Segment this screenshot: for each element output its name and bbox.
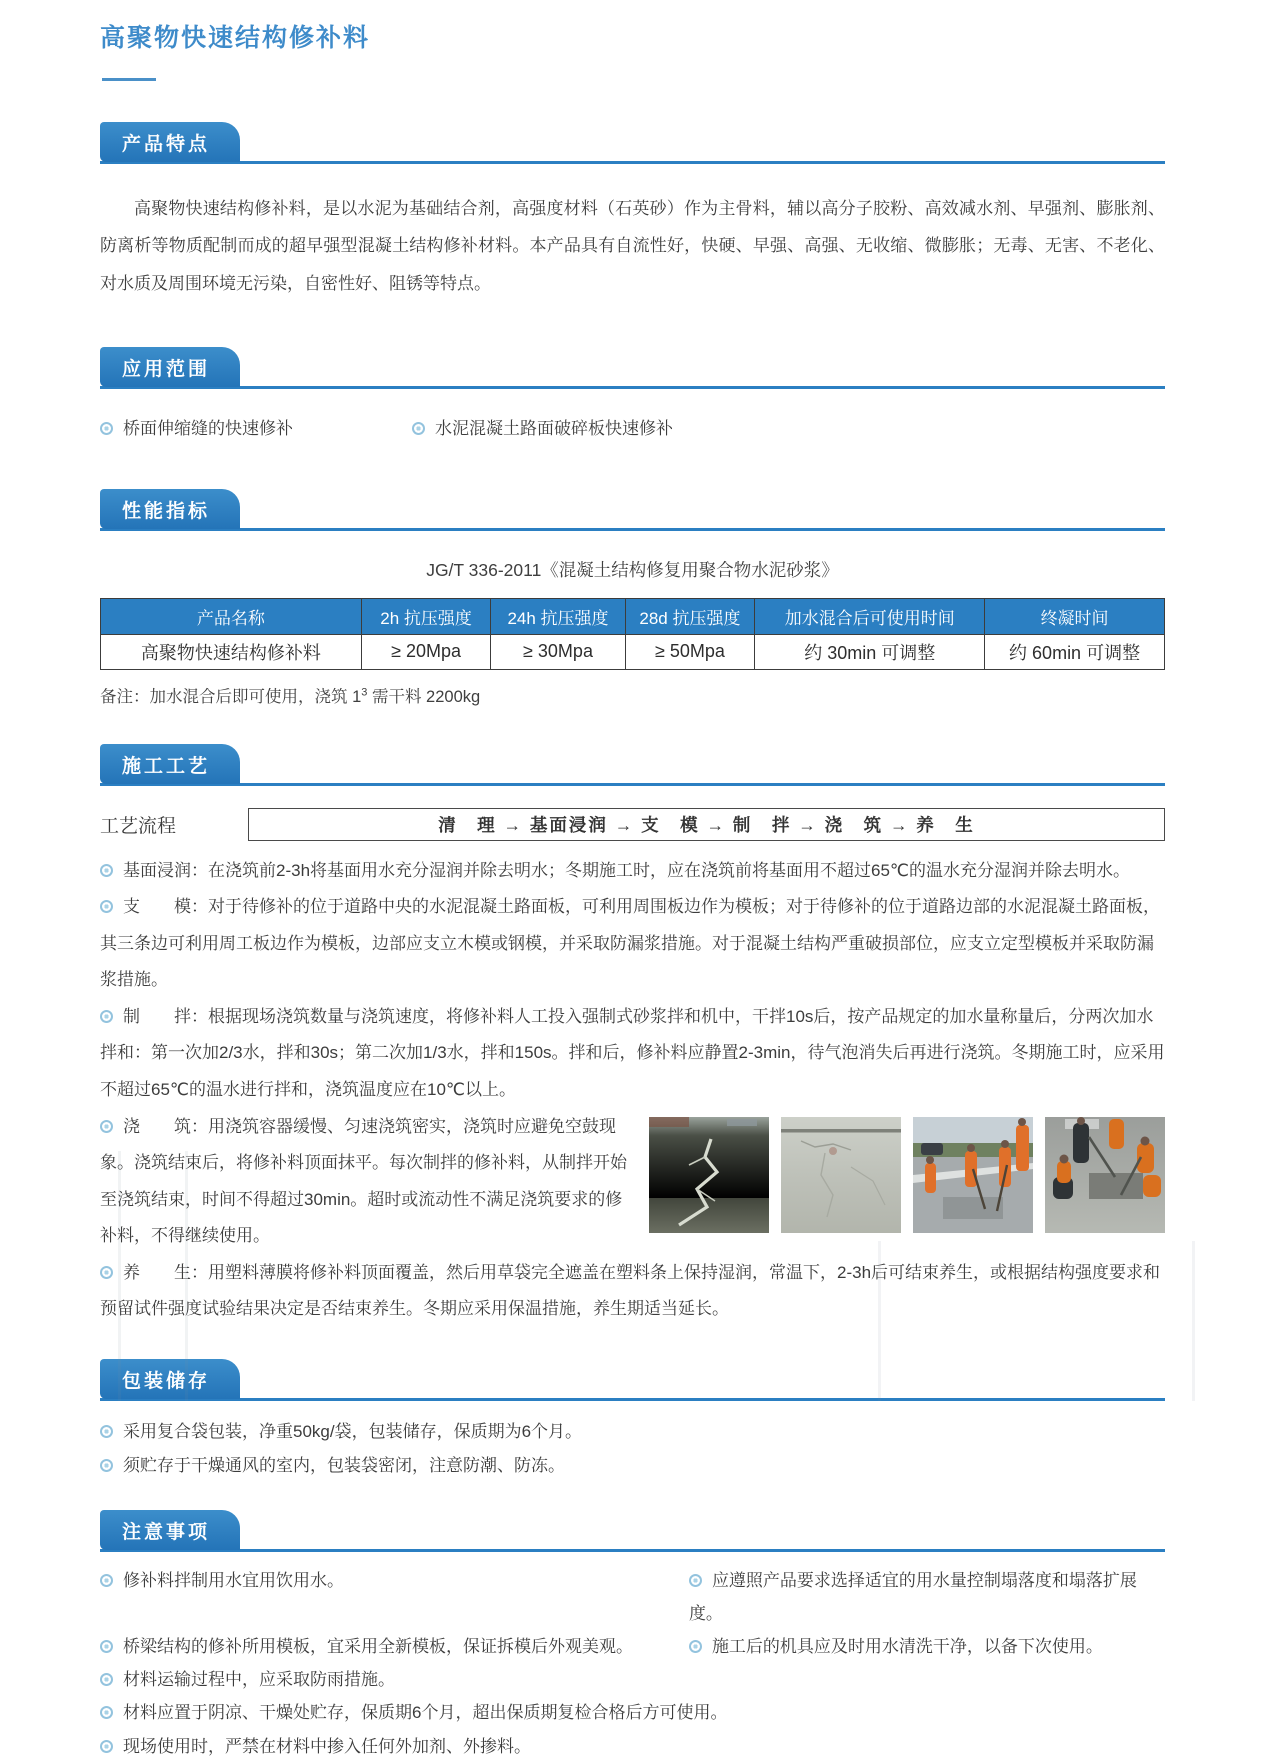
ring-bullet-icon [100,1120,113,1133]
application-item [412,411,673,448]
step-text: 支 模：对于待修补的位于道路中央的水泥混凝土路面板，可利用周围板边作为模板；对于待修补的位于道路边部的水泥混凝土路面板，其三条边可利用周工板边作为模板，边部应支立木模或钢模，并采取防漏浆措施。对于混凝土结构严重破损部位，应支立定型模板并采取防漏浆措施。 [100,897,1160,990]
note-item [100,1630,689,1663]
note-item-label: 桥梁结构的修补所用模板，宜采用全新模板，保证拆模后外观美观。 [123,1637,633,1657]
table-cell: 约 60min 可调整 [985,634,1165,669]
photo-patch-finishing-workers [1045,1117,1165,1233]
packaging-item [100,1449,1165,1483]
table-header-cell: 加水混合后可使用时间 [755,598,985,634]
notes-grid [100,1564,1165,1663]
table-header-cell: 28d 抗压强度 [625,598,755,634]
photo-light-concrete-cracks [781,1117,901,1233]
ring-bullet-icon [689,1574,702,1587]
section-header-notes [100,1509,1165,1552]
ring-bullet-icon [100,1425,113,1438]
ring-bullet-icon [100,422,113,435]
table-header-cell: 2h 抗压强度 [361,598,491,634]
ring-bullet-icon [100,1706,113,1719]
section-header-packaging [100,1358,1165,1401]
step-base-wetting [100,853,1165,890]
note-item [100,1663,1165,1696]
section-badge-packaging: 包装储存 [100,1359,240,1399]
ring-bullet-icon [100,1266,113,1279]
note-item-label: 修补料拌制用水宜用饮用水。 [123,1570,344,1590]
application-item-label: 水泥混凝土路面破碎板快速修补 [435,419,673,439]
table-remark [100,683,1165,707]
table-header-cell: 24h 抗压强度 [491,598,625,634]
process-flow-row [100,808,1165,841]
ring-bullet-icon [689,1640,702,1653]
note-item-label: 现场使用时，严禁在材料中掺入任何外加剂、外掺料。 [123,1736,531,1756]
section-header-application [100,346,1165,389]
table-header-cell: 产品名称 [101,598,362,634]
ring-bullet-icon [100,1574,113,1587]
table-row [101,634,1165,669]
notes-full-width [100,1663,1165,1762]
features-paragraph: 高聚物快速结构修补料，是以水泥为基础结合剂，高强度材料（石英砂）作为主骨料，辅以高分子胶粉、高效减水剂、早强剂、膨胀剂、防离析等物质配制而成的超早强型混凝土结构修补材料。本产品具有自流性好，快硬、早强、高强、无收缩、微膨胀；无毒、无害、不老化、对水质及周围环境无污染，自密性好、阻锈等特点。 [100,199,1165,293]
step-text: 基面浸润：在浇筑前2-3h将基面用水充分湿润并除去明水；冬期施工时，应在浇筑前将基面用不超过65℃的温水充分湿润并除去明水。 [123,860,1131,880]
section-badge-application: 应用范围 [100,347,240,387]
section-badge-construction: 施工工艺 [100,744,240,784]
note-item [100,1564,689,1630]
table-header-row [101,598,1165,634]
table-cell: 约 30min 可调整 [755,634,985,669]
process-flow-label: 工艺流程 [100,815,177,837]
ring-bullet-icon [100,1740,113,1753]
ring-bullet-icon [412,422,425,435]
packaging-item-label: 须贮存于干燥通风的室内，包装袋密闭，注意防潮、防冻。 [123,1455,565,1475]
table-cell: 高聚物快速结构修补料 [101,634,362,669]
remark-superscript: 3 [361,686,368,699]
page-title: 高聚物快速结构修补料 [100,24,371,52]
ring-bullet-icon [100,1010,113,1023]
table-cell: ≥ 50Mpa [625,634,755,669]
remark-text: 备注：加水混合后即可使用，浇筑 1 [100,687,362,706]
photo-road-repair-crew [913,1117,1033,1233]
note-item [100,1730,1165,1763]
ring-bullet-icon [100,900,113,913]
note-item [100,1696,1165,1729]
packaging-item [100,1415,1165,1449]
packaging-item-label: 采用复合袋包装，净重50kg/袋，包装储存，保质期为6个月。 [123,1421,583,1441]
ring-bullet-icon [100,864,113,877]
note-item-label: 应遵照产品要求选择适宜的用水量控制塌落度和塌落扩展度。 [688,1570,1137,1623]
ring-bullet-icon [100,1640,113,1653]
construction-steps [100,853,1165,1328]
title-underline-decoration [102,78,156,81]
step-text: 制 拌：根据现场浇筑数量与浇筑速度，将修补料人工投入强制式砂浆拌和机中，干拌10s后，按产品规定的加水量称量后，分两次加水拌和：第一次加2/3水，拌和30s；第二次加1/3水，拌和150s。拌和后，修补料应静置2-3min，待气泡消失后再进行浇筑。冬期施工时，应采用不超过65℃的温水进行拌和，浇筑温度应在10℃以上。 [100,1006,1165,1099]
note-item-label: 材料运输过程中，应采取防雨措施。 [123,1670,395,1690]
standard-reference: JG/T 336-2011《混凝土结构修复用聚合物水泥砂浆》 [426,559,839,580]
note-item [689,1564,1165,1630]
application-item-label: 桥面伸缩缝的快速修补 [123,419,293,439]
performance-table [100,598,1165,670]
step-text: 养 生：用塑料薄膜将修补料顶面覆盖，然后用草袋完全遮盖在塑料条上保持湿润，常温下，2-3h后可结束养生，或根据结构强度要求和预留试件强度试验结果决定是否结束养生。冬期应采用保温措施，养生期适当延长。 [100,1262,1161,1319]
site-photo-strip [649,1117,1165,1233]
section-badge-performance: 性能指标 [100,489,240,529]
ring-bullet-icon [100,1673,113,1686]
step-text: 浇 筑：用浇筑容器缓慢、匀速浇筑密实，浇筑时应避免空鼓现象。浇筑结束后，将修补料顶面抹平。每次制拌的修补料，从制拌开始至浇筑结束，时间不得超过30min。超时或流动性不满足浇筑要求的修补料，不得继续使用。 [100,1116,627,1246]
application-items [100,411,1165,448]
packaging-items [100,1415,1165,1483]
section-header-performance [100,488,1165,531]
table-cell: ≥ 20Mpa [361,634,491,669]
ring-bullet-icon [100,1459,113,1472]
step-formwork [100,889,1165,999]
process-flow-box: 清 理 → 基面浸润 → 支 模 → 制 拌 → 浇 筑 → 养 生 [248,808,1165,841]
note-item-label: 材料应置于阴凉、干燥处贮存，保质期6个月，超出保质期复检合格后方可使用。 [123,1703,728,1723]
note-item-label: 施工后的机具应及时用水清洗干净，以备下次使用。 [711,1637,1103,1657]
watermark-mast-line [1192,1241,1195,1401]
photo-cracked-dark-pavement [649,1117,769,1233]
remark-text: 需干料 2200kg [367,687,481,706]
note-item [689,1630,1165,1663]
section-header-construction [100,743,1165,786]
section-badge-notes: 注意事项 [100,1510,240,1550]
application-item [100,411,412,448]
section-header-features [100,121,1165,164]
step-mixing [100,999,1165,1109]
section-badge-features: 产品特点 [100,122,240,162]
table-cell: ≥ 30Mpa [491,634,625,669]
table-header-cell: 终凝时间 [985,598,1165,634]
step-curing [100,1255,1165,1328]
